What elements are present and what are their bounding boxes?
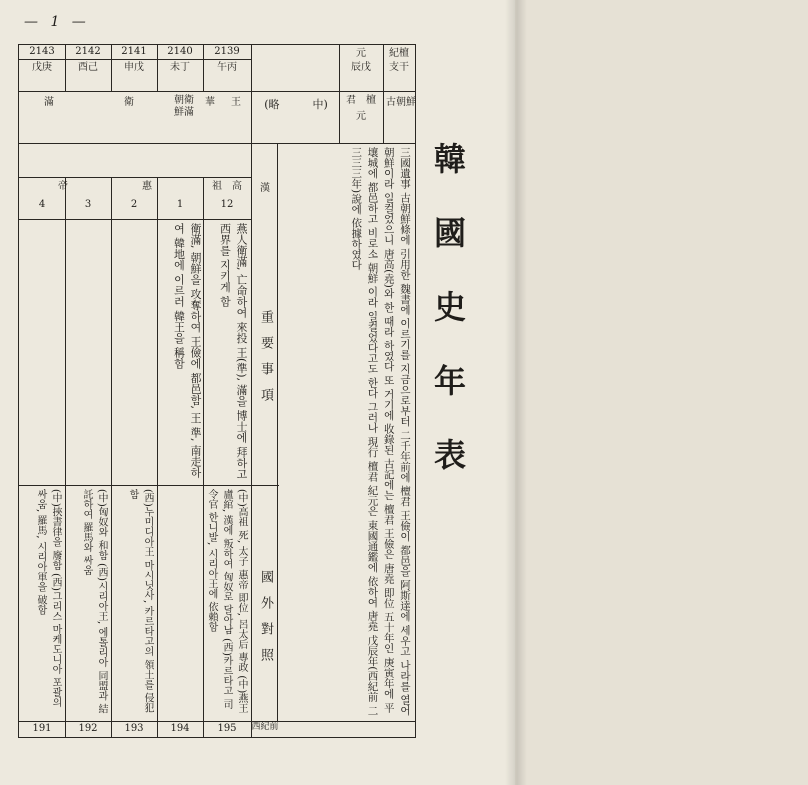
intro-line: 그러나 現行 檀君 紀元은 東國通鑑에 依하여 唐堯 戊辰年(西紀前 二三三三年)說에 依據하였다	[350, 147, 379, 716]
intro-line: 三國遺事 古朝鮮條에 引用한 魏書에 이르기를 지금으로부터 二千年前에 檀君 王儉이 都邑을 阿斯達에	[399, 147, 411, 622]
omitted-note: (略 中)	[264, 98, 328, 111]
events-divider	[19, 485, 279, 486]
foreign-event-item: (中)高祖 死, 太子 惠帝 即位, 呂太后 專政 (中)燕王 盧綰, 漢에 叛하여 匈奴로 달아남 (西)카르타고 司令官 한니발, 시리아王에 依賴함	[206, 489, 247, 714]
right-header-divider	[383, 45, 384, 143]
header-divider-2	[19, 91, 415, 92]
dynasty-yuan: 元	[356, 111, 366, 122]
bc-year: 192	[78, 723, 98, 734]
ganji-cell: 午丙	[217, 62, 237, 73]
footer-divider	[19, 721, 415, 722]
han-year: 4	[38, 199, 46, 210]
ganji-cell: 酉己	[78, 62, 98, 73]
dynasty-wei: 衛	[124, 97, 134, 108]
year-code: 2140	[167, 46, 193, 57]
intro-text	[281, 147, 413, 717]
dynasty-tan: 檀	[366, 95, 376, 106]
han-year: 12	[220, 199, 234, 210]
major-events-label: 重 要 事 項	[258, 309, 273, 401]
book-title	[418, 120, 482, 480]
dynasty-hua: 華	[205, 97, 215, 108]
bc-label: 西紀前	[251, 722, 279, 732]
foreign-label: 國 外 對 照	[258, 569, 273, 661]
title-char: 史	[433, 288, 466, 326]
title-char: 韓	[433, 140, 466, 178]
header-divider-4	[19, 177, 251, 178]
chronology-table	[18, 44, 416, 738]
han-di: 帝	[58, 181, 68, 192]
header-divider-1	[19, 59, 251, 60]
intro-line: 또 거기에 收錄된 古記에는 檀君 王儉은 唐堯 即位 五十年인 庚寅年에 平壤城에 都邑하고 비로소 朝鮮	[366, 147, 395, 713]
event-col-divider	[65, 177, 66, 737]
book-gutter	[505, 0, 527, 785]
ganji-cell: 申戊	[124, 62, 144, 73]
dynasty-wang: 王	[231, 97, 241, 108]
ganji-label: 支干	[389, 62, 409, 73]
bc-year: 193	[124, 723, 144, 734]
foreign-event-item: (西)누미디아王 마시닛사, 카르타고의 領土를 侵犯함	[127, 489, 153, 713]
ganji-cell: 未丁	[170, 62, 190, 73]
right-header-divider	[339, 45, 340, 143]
right-page	[515, 0, 808, 785]
foreign-event-item: (中)挾書律을 廢함 (西)그리스 마케도니아 포괄의 싸움, 羅馬, 시리아軍을 破함	[35, 489, 61, 708]
han-year: 1	[176, 199, 184, 210]
year-code: 2143	[29, 46, 55, 57]
title-char: 年	[433, 362, 466, 400]
bc-year: 191	[32, 723, 52, 734]
event-col-divider	[157, 177, 158, 737]
title-char: 國	[433, 214, 466, 252]
main-col-divider	[251, 45, 252, 737]
header-divider-5	[19, 219, 251, 220]
ganji-cell: 戊庚	[32, 62, 52, 73]
han-year: 2	[130, 199, 138, 210]
han-hui: 惠	[142, 181, 152, 192]
label-col-divider	[277, 143, 278, 721]
header-divider-3	[19, 143, 415, 144]
event-col-divider	[203, 177, 204, 737]
han-year: 3	[84, 199, 92, 210]
bc-year: 194	[170, 723, 190, 734]
dangi-label: 紀檀	[389, 48, 409, 59]
year-code: 2139	[214, 46, 240, 57]
intro-line: 세우고 나라를 열어 朝鮮이라 일컬었으니 唐高(堯)와 한 때라 하였다	[382, 147, 411, 716]
han-gao: 高	[232, 181, 242, 192]
han-zu: 祖	[212, 181, 222, 192]
chensu-label: 辰戊	[351, 62, 371, 73]
gujoseon-label: 古朝鮮	[386, 97, 416, 108]
major-event-item: 衛滿, 朝鮮을 攻奪하여 王儉에 都邑함, 王 準, 南走하여 韓地에 이르러 韓王을 稱함	[172, 223, 202, 478]
dynasty-man: 滿	[44, 97, 54, 108]
yuan-label: 元	[356, 48, 366, 59]
han-label: 漢	[260, 183, 270, 194]
dynasty-chaoxian: 朝衛	[174, 95, 194, 106]
major-event-item: 燕人衛滿, 亡命하여 來投 王(準), 滿을 博士에 拜하고 西界를 지키게 함	[218, 223, 248, 480]
dynasty-jun: 君	[346, 95, 356, 106]
year-code: 2142	[75, 46, 101, 57]
bc-year: 195	[217, 723, 237, 734]
dynasty-xianman: 鮮滿	[174, 107, 194, 118]
year-code: 2141	[121, 46, 147, 57]
title-char: 表	[433, 436, 466, 474]
foreign-event-item: (中)匈奴와 和함 (西)시리아王, 에톨리아 同盟과 結託하여 羅馬와 싸움	[81, 489, 107, 714]
event-col-divider	[111, 177, 112, 737]
page-number: — 1 —	[24, 14, 90, 30]
intro-line: 이라 일컬었다고도 한다	[366, 286, 379, 399]
